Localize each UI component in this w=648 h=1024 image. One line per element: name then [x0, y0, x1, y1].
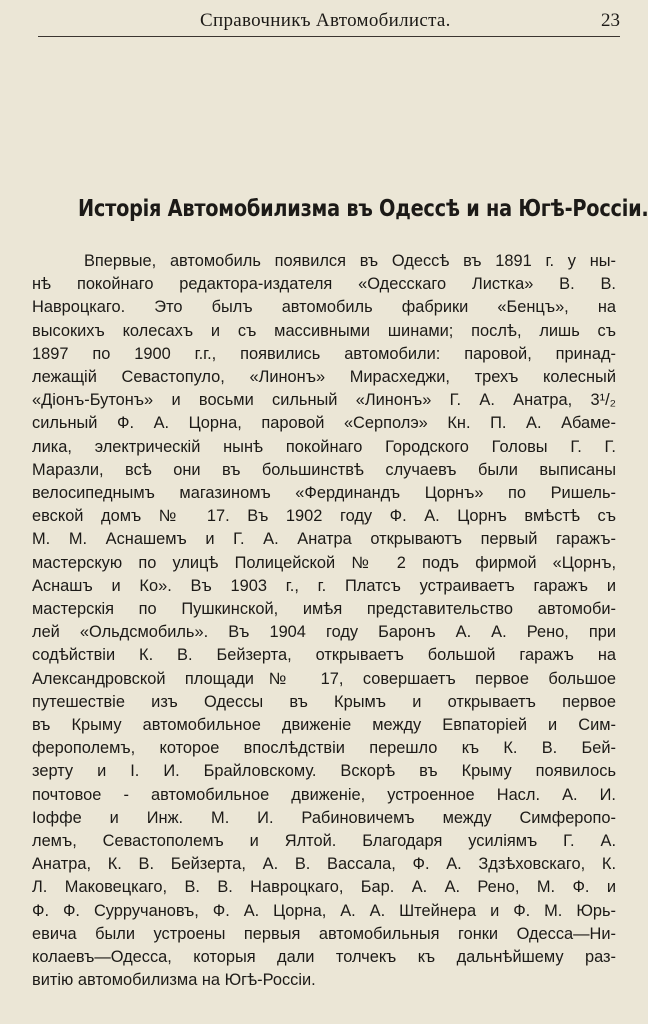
body-line: Аснашъ и Ко». Въ 1903 г., г. Платсъ устраиваетъ гаражъ и — [32, 576, 616, 595]
body-line: велосипеднымъ магазиномъ «Фердинандъ Цорнъ» по Ришель- — [32, 484, 616, 503]
body-line: 1897 по 1900 г.г., появились автомобили: паровой, принад- — [32, 344, 616, 363]
body-line: евской домъ № 17. Въ 1902 году Ф. А. Цорнъ вмѣстѣ съ — [32, 507, 616, 526]
body-line: лей «Ольдсмобиль». Въ 1904 году Баронъ А. А. Рено, при — [32, 623, 616, 642]
article-body — [32, 250, 616, 993]
body-line: мастерскiя по Пушкинской, имѣя представительство автомоби- — [32, 600, 616, 619]
body-line: «Дiонъ-Бутонъ» и восьми сильный «Линонъ» Г. А. Анатра, 3¹/₂ — [32, 391, 616, 410]
running-head — [38, 6, 620, 37]
body-line: Ф. Ф. Сурручановъ, Ф. А. Цорна, А. А. Штейнера и Ф. М. Юрь- — [32, 901, 616, 920]
body-line: лежащiй Севастопуло, «Линонъ» Мирасхеджи, трехъ колесный — [32, 368, 616, 387]
body-line: Маразли, всѣ они въ большинствѣ случаевъ были выписаны — [32, 460, 616, 479]
body-line: Александровской площади№ 17, совершаетъ первое большое — [32, 669, 616, 688]
body-line: зерту и I. И. Брайловскому. Вскорѣ въ Крыму появилось — [32, 762, 616, 781]
body-line: лемъ, Севастополемъ и Ялтой. Благодаря усилiямъ Г. А. — [32, 832, 616, 851]
body-line: содѣйствiи К. В. Бейзерта, открываетъ большой гаражъ на — [32, 646, 616, 665]
article-title: Исторiя Автомобилизма въ Одессѣ и на Югѣ-Россiи. — [78, 196, 648, 222]
body-line: М. М. Аснашемъ и Г. А. Анатра открываютъ первый гаражъ- — [32, 530, 616, 549]
running-title: Справочникъ Автомобилиста. — [200, 10, 451, 31]
body-line: колаевъ—Одесса, которыя дали толчекъ къ дальнѣйшему раз- — [32, 948, 616, 967]
page-number: 23 — [601, 10, 620, 31]
body-line: высокихъ колесахъ и съ массивными шинами; послѣ, лишь съ — [32, 321, 616, 340]
body-line: Впервые, автомобиль появился въ Одессѣ въ 1891 г. у ны- — [84, 252, 616, 270]
body-line: Анатра, К. В. Бейзерта, А. В. Вассала, Ф. А. Здзѣховскаго, К. — [32, 855, 616, 874]
body-line: Л. Маковецкаго, В. В. Навроцкаго, Бар. А. А. Рено, М. Ф. и — [32, 878, 616, 897]
body-line: почтовое - автомобильное движенiе, устроенное Насл. А. И. — [32, 785, 616, 804]
body-line: нѣ покойнаго редактора-издателя «Одесскаго Листка» В. В. — [32, 275, 616, 294]
body-line: сильный Ф. А. Цорна, паровой «Серполэ» Кн. П. А. Абаме- — [32, 414, 616, 433]
body-line: Iоффе и Инж. М. И. Рабиновичемъ между Симферопо- — [32, 808, 616, 827]
body-line: евича были устроены первыя автомобильныя гонки Одесса—Ни- — [32, 924, 616, 943]
body-line: мастерскую по улицѣ Полицейской № 2 подъ фирмой «Цорнъ, — [32, 553, 616, 572]
body-line: ферополемъ, которое впослѣдствiи перешло къ К. В. Бей- — [32, 739, 616, 758]
body-line: въ Крыму автомобильное движенiе между Евпаторiей и Сим- — [32, 716, 616, 735]
body-line: путешествiе изъ Одессы въ Крымъ и открываетъ первое — [32, 692, 616, 711]
body-line: Навроцкаго. Это былъ автомобиль фабрики «Бенцъ», на — [32, 298, 616, 317]
body-line: витiю автомобилизма на Югѣ-Россiи. — [32, 971, 316, 990]
body-line: лика, электрическiй нынѣ покойнаго Городского Головы Г. Г. — [32, 437, 616, 456]
